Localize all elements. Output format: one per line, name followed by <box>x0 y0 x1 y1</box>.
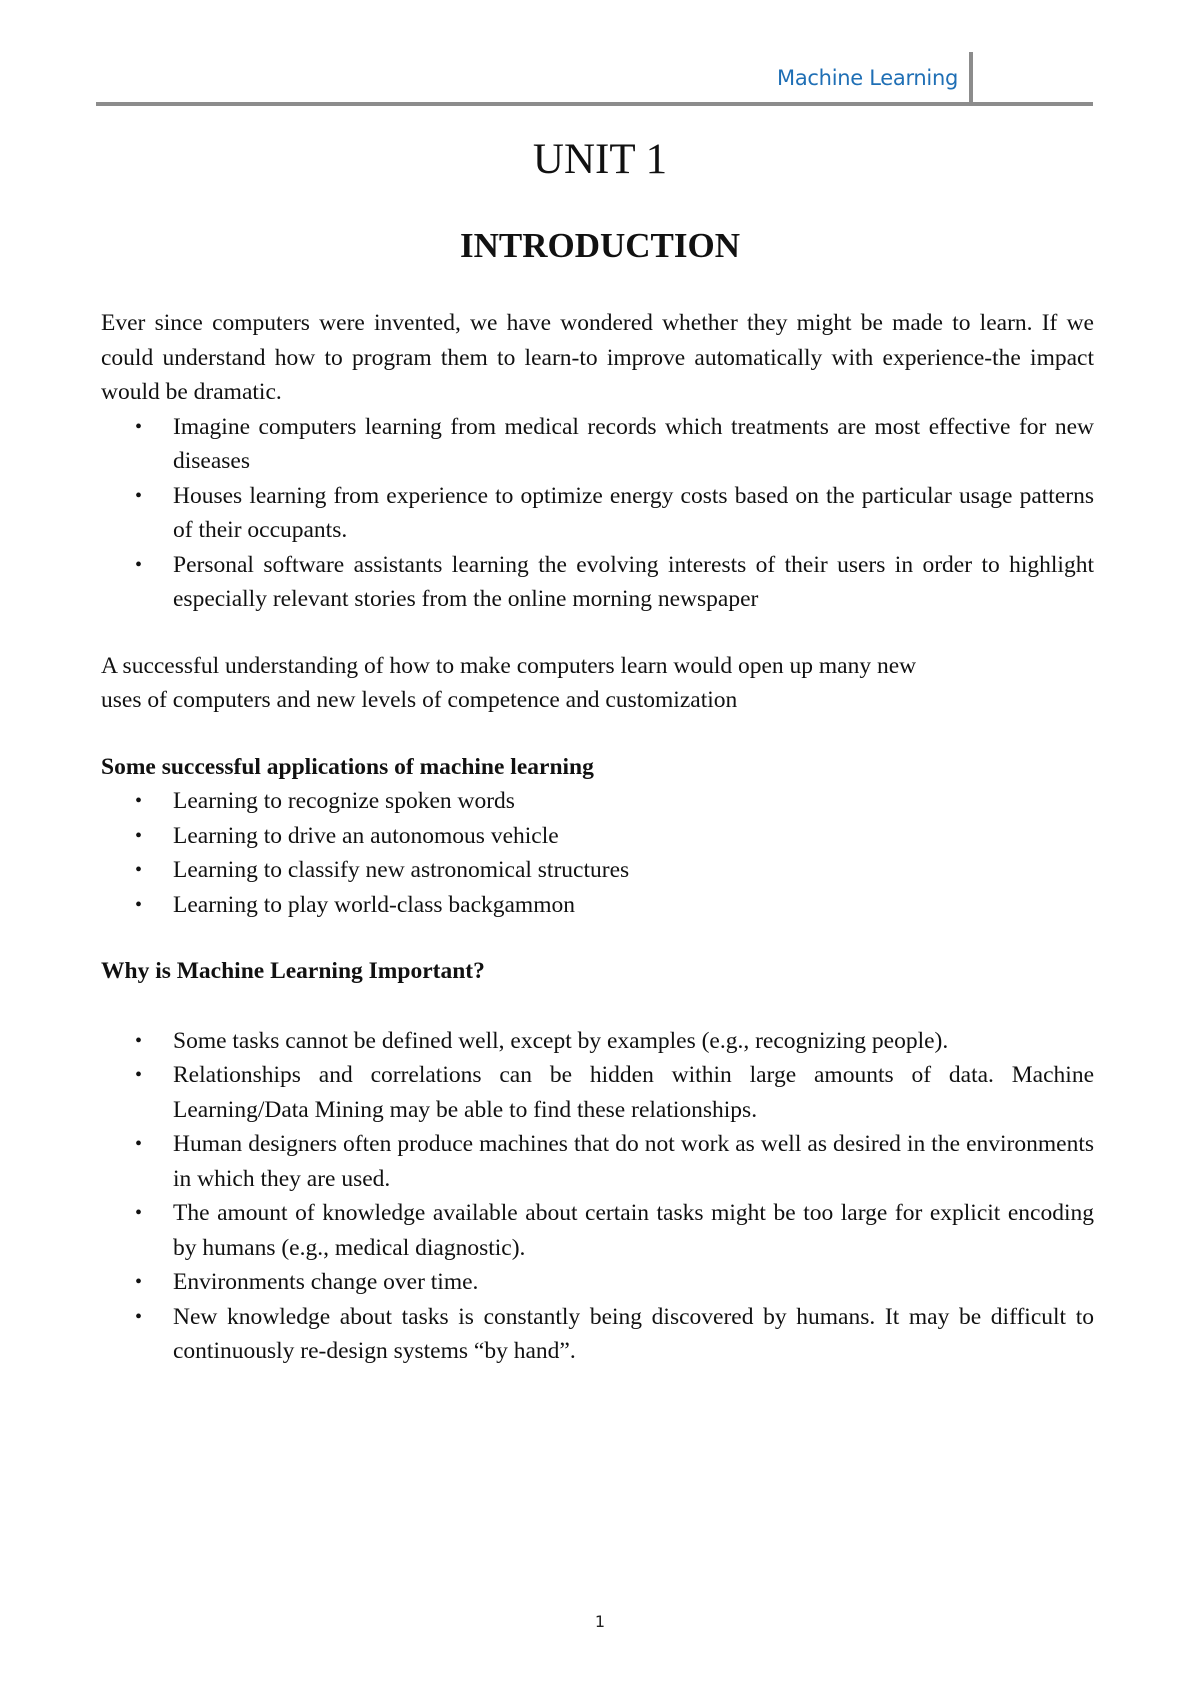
bullet-icon: • <box>135 415 143 438</box>
list-item-text: Relationships and correlations can be hidden within large amounts of data. Machine Learning/Data Mining may be able to find these relationships. <box>173 1062 1094 1123</box>
list-item <box>135 853 1094 888</box>
list-item-text: Houses learning from experience to optimize energy costs based on the particular usage patterns of their occupants. <box>173 482 1094 543</box>
list-item <box>135 1127 1094 1196</box>
list-item <box>135 410 1094 479</box>
applications-heading: Some successful applications of machine learning <box>101 753 594 780</box>
importance-heading: Why is Machine Learning Important? <box>101 958 485 984</box>
list-item-text: The amount of knowledge available about certain tasks might be too large for explicit encoding by humans (e.g., medical diagnostic). <box>173 1200 1094 1261</box>
list-item <box>135 1058 1094 1127</box>
chapter-title: INTRODUCTION <box>459 226 741 265</box>
bullet-icon: • <box>135 553 143 576</box>
list-item <box>135 819 1094 854</box>
list-item-text: Learning to drive an autonomous vehicle <box>173 822 559 849</box>
intro-paragraph: Ever since computers were invented, we have wondered whether they might be made to learn. If we could understand how to program them to learn-to improve automatically with experience-the impact would be dramatic. <box>101 310 1094 405</box>
bullet-icon: • <box>135 1305 143 1328</box>
bullet-icon: • <box>135 824 143 847</box>
bullet-icon: • <box>135 1064 143 1086</box>
list-item-text: Personal software assistants learning the evolving interests of their users in order to highlight especially relevant stories from the online morning newspaper <box>173 551 1094 612</box>
spacer <box>101 922 1094 954</box>
list-item-text: Some tasks cannot be defined well, except by examples (e.g., recognizing people). <box>173 1027 949 1054</box>
spacer <box>101 617 1094 649</box>
list-item-text: Imagine computers learning from medical records which treatments are most effective for new diseases <box>173 413 1094 474</box>
list-item <box>135 548 1094 617</box>
closing-paragraph-line-1: A successful understanding of how to make computers learn would open up many new <box>101 652 917 679</box>
running-header-title: Machine Learning <box>777 66 958 90</box>
list-item-text: Human designers often produce machines that do not work as well as desired in the environments in which they are used. <box>173 1131 1094 1192</box>
list-item <box>135 1024 1094 1059</box>
spacer <box>101 989 1094 1024</box>
list-item-text: Learning to classify new astronomical structures <box>173 857 630 883</box>
list-item-text: New knowledge about tasks is constantly being discovered by humans. It may be difficult to continuously re-design systems “by hand”. <box>173 1303 1094 1364</box>
bullet-icon: • <box>135 893 143 916</box>
importance-bullet-list <box>101 1024 1094 1369</box>
bullet-icon: • <box>135 1202 143 1224</box>
list-item <box>135 1300 1094 1369</box>
bullet-icon: • <box>135 1133 143 1155</box>
bullet-icon: • <box>135 1029 143 1052</box>
bullet-icon: • <box>135 790 143 812</box>
unit-title: UNIT 1 <box>532 136 668 183</box>
bullet-icon: • <box>135 1271 143 1293</box>
list-item <box>135 784 1094 819</box>
intro-bullet-list <box>101 410 1094 617</box>
bullet-icon: • <box>135 859 143 881</box>
list-item-text: Learning to recognize spoken words <box>173 788 515 814</box>
applications-bullet-list <box>101 784 1094 922</box>
list-item <box>135 479 1094 548</box>
list-item <box>135 1265 1094 1300</box>
list-item <box>135 888 1094 923</box>
spacer <box>101 718 1094 750</box>
header-divider-tick <box>969 52 973 104</box>
header-rule <box>96 102 1093 106</box>
document-body <box>101 306 1094 1369</box>
list-item-text: Learning to play world-class backgammon <box>173 891 575 918</box>
list-item-text: Environments change over time. <box>173 1269 479 1295</box>
closing-paragraph-line-2: uses of computers and new levels of competence and customization <box>101 687 738 713</box>
page-number: 1 <box>594 1612 606 1631</box>
list-item <box>135 1196 1094 1265</box>
bullet-icon: • <box>135 484 143 507</box>
